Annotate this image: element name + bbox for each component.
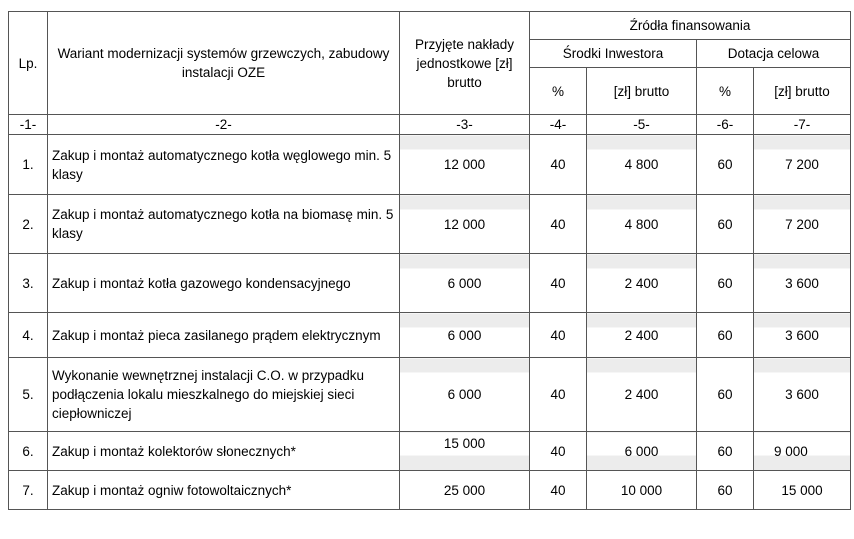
col-number: -6-	[697, 115, 754, 135]
row-naklady: 15 000	[400, 432, 530, 471]
table-row	[9, 432, 851, 471]
row-naklady: 6 000	[400, 254, 530, 313]
row-lp: 7.	[9, 471, 48, 510]
row-zl-dotacja: 3 600	[754, 254, 851, 313]
row-naklady: 12 000	[400, 195, 530, 254]
row-zl-dotacja: 9 000	[754, 432, 851, 471]
row-pct-inwestor: 40	[530, 432, 587, 471]
header-srodki-inwestora: Środki Inwestora	[530, 40, 697, 68]
col-number: -1-	[9, 115, 48, 135]
table-row	[9, 135, 851, 195]
row-pct-inwestor: 40	[530, 358, 587, 432]
col-number: -4-	[530, 115, 587, 135]
row-pct-dotacja: 60	[697, 471, 754, 510]
row-naklady: 25 000	[400, 471, 530, 510]
row-zl-dotacja: 15 000	[754, 471, 851, 510]
row-description: Zakup i montaż pieca zasilanego prądem elektrycznym	[48, 313, 400, 358]
row-zl-dotacja: 7 200	[754, 195, 851, 254]
row-pct-inwestor: 40	[530, 471, 587, 510]
row-pct-inwestor: 40	[530, 135, 587, 195]
header-zl-inwestor: [zł] brutto	[587, 68, 697, 115]
row-lp: 2.	[9, 195, 48, 254]
header-zrodla-finansowania: Źródła finansowania	[530, 12, 851, 40]
col-number: -2-	[48, 115, 400, 135]
row-zl-dotacja: 3 600	[754, 313, 851, 358]
row-pct-dotacja: 60	[697, 432, 754, 471]
col-number: -7-	[754, 115, 851, 135]
row-pct-dotacja: 60	[697, 313, 754, 358]
row-zl-inwestor: 2 400	[587, 254, 697, 313]
row-zl-inwestor: 2 400	[587, 358, 697, 432]
row-pct-dotacja: 60	[697, 195, 754, 254]
table-row	[9, 471, 851, 510]
row-zl-dotacja: 7 200	[754, 135, 851, 195]
row-pct-inwestor: 40	[530, 254, 587, 313]
row-pct-inwestor: 40	[530, 313, 587, 358]
row-description: Zakup i montaż automatycznego kotła na biomasę min. 5 klasy	[48, 195, 400, 254]
row-description: Zakup i montaż kolektorów słonecznych*	[48, 432, 400, 471]
row-pct-dotacja: 60	[697, 135, 754, 195]
header-naklady: Przyjęte nakłady jednostkowe [zł] brutto	[400, 12, 530, 115]
row-zl-dotacja: 3 600	[754, 358, 851, 432]
header-pct-inwestor: %	[530, 68, 587, 115]
header-lp: Lp.	[9, 12, 48, 115]
row-naklady: 12 000	[400, 135, 530, 195]
row-zl-inwestor: 2 400	[587, 313, 697, 358]
header-wariant: Wariant modernizacji systemów grzewczych, zabudowy instalacji OZE	[48, 12, 400, 115]
row-description: Wykonanie wewnętrznej instalacji C.O. w przypadku podłączenia lokalu mieszkalnego do miejskiej sieci ciepłowniczej	[48, 358, 400, 432]
row-description: Zakup i montaż ogniw fotowoltaicznych*	[48, 471, 400, 510]
row-lp: 1.	[9, 135, 48, 195]
row-pct-dotacja: 60	[697, 358, 754, 432]
row-zl-inwestor: 4 800	[587, 135, 697, 195]
table-row	[9, 358, 851, 432]
header-zl-dotacja: [zł] brutto	[754, 68, 851, 115]
table-row	[9, 195, 851, 254]
table-row	[9, 254, 851, 313]
col-number: -3-	[400, 115, 530, 135]
row-naklady: 6 000	[400, 313, 530, 358]
row-lp: 3.	[9, 254, 48, 313]
row-description: Zakup i montaż automatycznego kotła węglowego min. 5 klasy	[48, 135, 400, 195]
row-lp: 6.	[9, 432, 48, 471]
col-number: -5-	[587, 115, 697, 135]
row-lp: 5.	[9, 358, 48, 432]
table-row	[9, 313, 851, 358]
column-number-row	[9, 115, 851, 135]
row-pct-dotacja: 60	[697, 254, 754, 313]
row-naklady: 6 000	[400, 358, 530, 432]
row-zl-inwestor: 4 800	[587, 195, 697, 254]
row-lp: 4.	[9, 313, 48, 358]
header-dotacja-celowa: Dotacja celowa	[697, 40, 851, 68]
financing-table	[8, 11, 851, 510]
row-pct-inwestor: 40	[530, 195, 587, 254]
row-description: Zakup i montaż kotła gazowego kondensacyjnego	[48, 254, 400, 313]
header-pct-dotacja: %	[697, 68, 754, 115]
row-zl-inwestor: 6 000	[587, 432, 697, 471]
row-zl-inwestor: 10 000	[587, 471, 697, 510]
